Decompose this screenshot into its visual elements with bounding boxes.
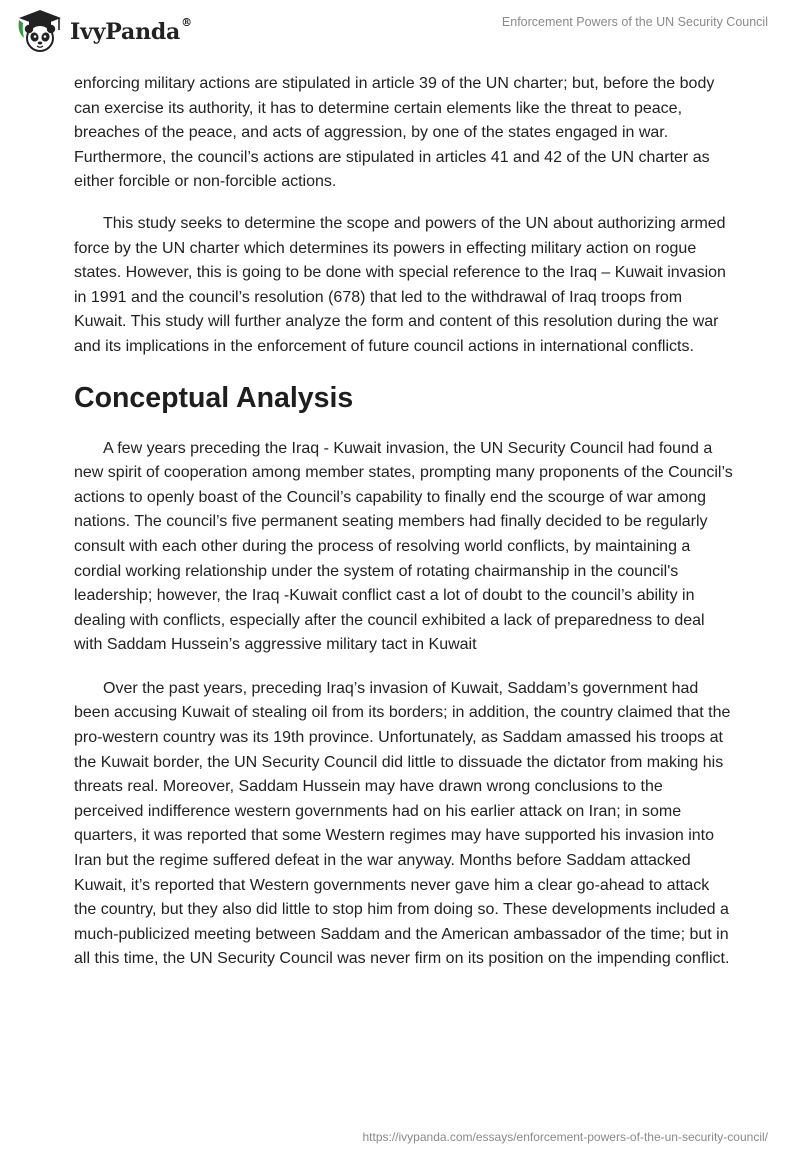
paragraph-2: This study seeks to determine the scope and powers of the UN about authorizing armed force by the UN charter which determines its powers in effecting military action on rogue states. However, this is going to be done with special reference to the Iraq – Kuwait invasion in 1991 and the council’s resolution (678) that led to the withdrawal of Iraq troops from Kuwait. This study will further analyze the form and content of this resolution during the war and its implications in the enforcement of future council actions in international conflicts. bbox=[74, 214, 726, 355]
article-body bbox=[74, 72, 734, 972]
document-title: Enforcement Powers of the UN Security Council bbox=[501, 15, 768, 29]
paragraph-4: Over the past years, preceding Iraq’s invasion of Kuwait, Saddam’s government had been accusing Kuwait of stealing oil from its borders; in addition, the country claimed that the pro-western country was its 19th province. Unfortunately, as Saddam amassed his troops at the Kuwait border, the UN Security Council did little to dissuade the dictator from making his threats real. Moreover, Saddam Hussein may have drawn wrong conclusions to the perceived indifference western governments had on his earlier attack on Iran; in some quarters, it was reported that some Western regimes may have supported his invasion into Iran but the regime suffered defeat in the war anyway. Months before Saddam attacked Kuwait, it’s reported that Western governments never gave him a clear go-ahead to attack the country, but they also did little to stop him from doing so. These developments included a much-publicized meeting between Saddam and the American ambassador of the time; but in all this time, the UN Security Council was never firm on its position on the impending conflict. bbox=[74, 679, 731, 968]
source-url-link[interactable]: https://ivypanda.com/essays/enforcement-powers-of-the-un-security-council/ bbox=[362, 1130, 768, 1144]
paragraph-1: enforcing military actions are stipulated in article 39 of the UN charter; but, before the body can exercise its authority, it has to determine certain elements like the threat to peace, breaches of the peace, and acts of aggression, by one of the states engaged in war. Furthermore, the council’s actions are stipulated in articles 41 and 42 of the UN charter as either forcible or non-forcible actions. bbox=[74, 75, 715, 191]
paragraph-3: A few years preceding the Iraq - Kuwait invasion, the UN Security Council had found a new spirit of cooperation among member states, prompting many proponents of the Council’s actions to openly boast of the Council’s capability to finally end the scourge of war among nations. The council’s five permanent seating members had finally decided to be regularly consult with each other during the process of resolving world conflicts, by maintaining a cordial working relationship under the system of rotating chairmanship in the council's leadership; however, the Iraq -Kuwait conflict cast a lot of doubt to the council’s ability in dealing with conflicts, especially after the council exhibited a lack of preparedness to deal with Saddam Hussein’s aggressive military tact in Kuwait bbox=[74, 439, 733, 654]
section-heading: Conceptual Analysis bbox=[74, 381, 354, 414]
logo-text: IvyPanda® bbox=[70, 16, 192, 45]
panda-graduate-icon bbox=[16, 8, 64, 54]
page-header bbox=[0, 0, 800, 62]
ivypanda-logo[interactable] bbox=[16, 8, 192, 54]
